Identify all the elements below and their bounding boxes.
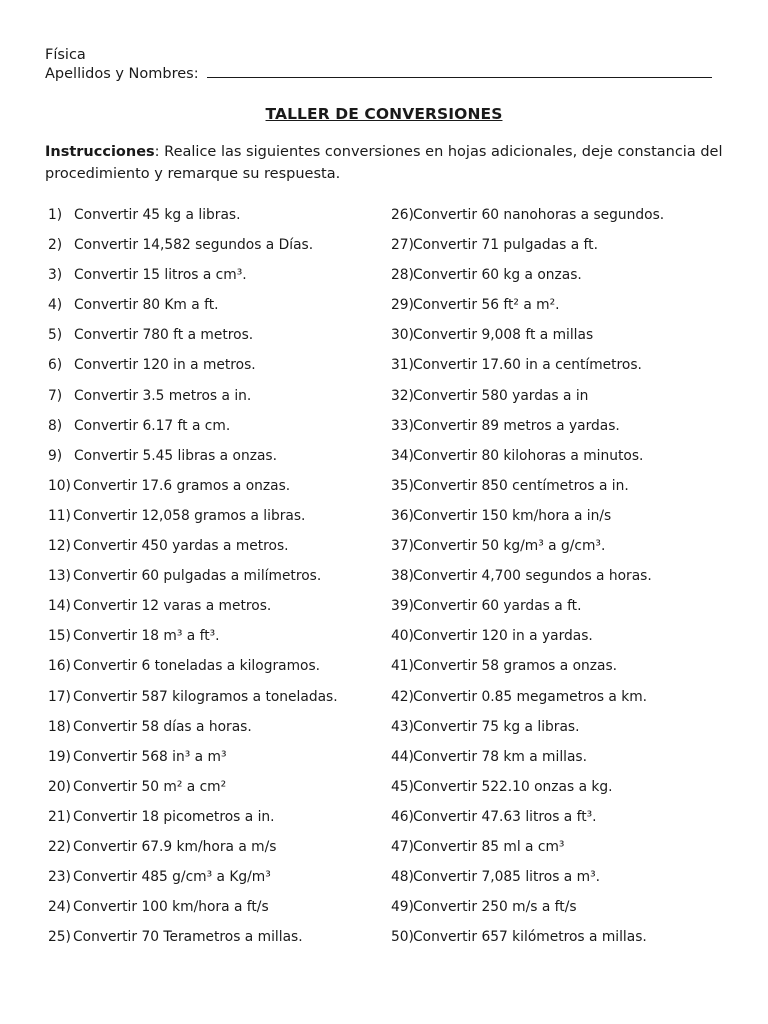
exercise-text: Convertir 80 kilohoras a minutos. bbox=[413, 447, 644, 464]
exercise-text: Convertir 17.6 gramos a onzas. bbox=[73, 477, 291, 494]
exercise-item bbox=[391, 564, 751, 594]
exercise-text: Convertir 58 días a horas. bbox=[73, 718, 252, 735]
exercise-item bbox=[48, 685, 378, 715]
page-title: TALLER DE CONVERSIONES bbox=[265, 105, 503, 123]
exercise-number: 25) bbox=[48, 929, 71, 946]
exercise-number: 49) bbox=[391, 899, 414, 916]
exercise-item bbox=[48, 444, 378, 474]
exercise-number: 27) bbox=[391, 237, 414, 254]
exercise-item bbox=[391, 414, 751, 444]
exercise-text: Convertir 58 gramos a onzas. bbox=[413, 658, 618, 675]
exercise-text: Convertir 18 m³ a ft³. bbox=[73, 628, 220, 645]
name-label: Apellidos y Nombres: bbox=[45, 66, 204, 82]
exercise-text: Convertir 12 varas a metros. bbox=[73, 598, 272, 615]
exercise-item bbox=[48, 384, 378, 414]
exercise-item bbox=[391, 685, 751, 715]
exercise-item bbox=[48, 745, 378, 775]
exercise-item bbox=[391, 293, 751, 323]
exercise-text: Convertir 50 kg/m³ a g/cm³. bbox=[413, 538, 606, 555]
exercise-item bbox=[391, 203, 751, 233]
exercise-item bbox=[48, 835, 378, 865]
exercise-item bbox=[391, 353, 751, 383]
exercise-text: Convertir 80 Km a ft. bbox=[74, 297, 219, 314]
exercise-text: Convertir 587 kilogramos a toneladas. bbox=[73, 688, 338, 705]
exercise-text: Convertir 71 pulgadas a ft. bbox=[413, 237, 598, 254]
exercise-number: 37) bbox=[391, 538, 414, 555]
exercise-number: 10) bbox=[48, 477, 71, 494]
exercise-item bbox=[48, 293, 378, 323]
exercise-text: Convertir 75 kg a libras. bbox=[413, 718, 580, 735]
exercise-number: 8) bbox=[48, 417, 63, 434]
exercise-item bbox=[391, 323, 751, 353]
exercise-text: Convertir 70 Terametros a millas. bbox=[73, 929, 303, 946]
exercise-text: Convertir 120 in a yardas. bbox=[413, 628, 593, 645]
exercise-list-left bbox=[48, 203, 378, 955]
exercise-number: 21) bbox=[48, 808, 71, 825]
exercise-number: 38) bbox=[391, 568, 414, 585]
exercise-text: Convertir 250 m/s a ft/s bbox=[413, 899, 577, 916]
exercise-item bbox=[391, 835, 751, 865]
exercise-item bbox=[391, 865, 751, 895]
exercise-number: 22) bbox=[48, 838, 71, 855]
exercise-text: Convertir 0.85 megametros a km. bbox=[413, 688, 648, 705]
exercise-number: 4) bbox=[48, 297, 63, 314]
exercise-text: Convertir 60 nanohoras a segundos. bbox=[413, 207, 665, 223]
exercise-item bbox=[391, 624, 751, 654]
exercise-number: 41) bbox=[391, 658, 414, 675]
exercise-number: 42) bbox=[391, 688, 414, 705]
exercise-item bbox=[48, 564, 378, 594]
exercise-item bbox=[48, 504, 378, 534]
exercise-number: 30) bbox=[391, 327, 414, 344]
exercise-item bbox=[48, 233, 378, 263]
exercise-number: 16) bbox=[48, 658, 71, 675]
exercise-number: 1) bbox=[48, 207, 63, 223]
exercise-text: Convertir 45 kg a libras. bbox=[74, 207, 241, 223]
exercise-number: 7) bbox=[48, 387, 63, 404]
exercise-text: Convertir 522.10 onzas a kg. bbox=[413, 778, 613, 795]
exercise-item bbox=[48, 474, 378, 504]
exercise-item bbox=[48, 805, 378, 835]
exercise-text: Convertir 5.45 libras a onzas. bbox=[74, 447, 277, 464]
exercise-number: 50) bbox=[391, 929, 414, 946]
exercise-item bbox=[48, 895, 378, 925]
exercise-text: Convertir 7,085 litros a m³. bbox=[413, 869, 600, 886]
exercise-text: Convertir 568 in³ a m³ bbox=[73, 748, 227, 765]
exercise-list-right bbox=[391, 203, 751, 955]
exercise-item bbox=[391, 233, 751, 263]
exercise-text: Convertir 3.5 metros a in. bbox=[74, 387, 252, 404]
exercise-item bbox=[391, 654, 751, 684]
exercise-item bbox=[48, 775, 378, 805]
exercise-item bbox=[391, 444, 751, 474]
exercise-number: 31) bbox=[391, 357, 414, 374]
exercise-number: 20) bbox=[48, 778, 71, 795]
exercise-item bbox=[391, 384, 751, 414]
exercise-text: Convertir 6.17 ft a cm. bbox=[74, 417, 231, 434]
exercise-item bbox=[391, 534, 751, 564]
exercise-item bbox=[48, 353, 378, 383]
exercise-number: 11) bbox=[48, 507, 71, 524]
exercise-item bbox=[391, 805, 751, 835]
exercise-number: 14) bbox=[48, 598, 71, 615]
instructions-paragraph bbox=[45, 141, 725, 185]
exercise-number: 19) bbox=[48, 748, 71, 765]
exercise-item bbox=[48, 594, 378, 624]
subject-label: Física bbox=[45, 47, 86, 63]
exercise-number: 17) bbox=[48, 688, 71, 705]
exercise-text: Convertir 100 km/hora a ft/s bbox=[73, 899, 269, 916]
exercise-number: 15) bbox=[48, 628, 71, 645]
exercise-text: Convertir 47.63 litros a ft³. bbox=[413, 808, 597, 825]
name-line bbox=[45, 65, 712, 83]
exercise-text: Convertir 9,008 ft a millas bbox=[413, 327, 594, 344]
exercise-number: 33) bbox=[391, 417, 414, 434]
exercise-item bbox=[391, 263, 751, 293]
exercise-text: Convertir 67.9 km/hora a m/s bbox=[73, 838, 277, 855]
exercise-item bbox=[48, 715, 378, 745]
exercise-item bbox=[391, 775, 751, 805]
exercise-text: Convertir 657 kilómetros a millas. bbox=[413, 929, 647, 946]
exercise-number: 43) bbox=[391, 718, 414, 735]
exercise-text: Convertir 17.60 in a centímetros. bbox=[413, 357, 642, 374]
exercise-number: 46) bbox=[391, 808, 414, 825]
exercise-item bbox=[48, 323, 378, 353]
exercise-text: Convertir 120 in a metros. bbox=[74, 357, 256, 374]
exercise-item bbox=[48, 654, 378, 684]
name-blank-line bbox=[207, 76, 712, 78]
exercise-text: Convertir 485 g/cm³ a Kg/m³ bbox=[73, 869, 271, 886]
exercise-item bbox=[48, 865, 378, 895]
exercise-number: 35) bbox=[391, 477, 414, 494]
exercise-item bbox=[391, 895, 751, 925]
exercise-text: Convertir 12,058 gramos a libras. bbox=[73, 507, 306, 524]
exercise-number: 26) bbox=[391, 207, 414, 223]
exercise-item bbox=[48, 203, 378, 233]
exercise-number: 34) bbox=[391, 447, 414, 464]
exercise-number: 24) bbox=[48, 899, 71, 916]
instructions-label: Instrucciones bbox=[45, 144, 155, 160]
exercise-text: Convertir 60 pulgadas a milímetros. bbox=[73, 568, 322, 585]
exercise-number: 48) bbox=[391, 869, 414, 886]
exercise-number: 47) bbox=[391, 838, 414, 855]
exercise-text: Convertir 60 kg a onzas. bbox=[413, 267, 582, 284]
instructions-text: : Realice las siguientes conversiones en hojas adicionales, deje constancia del procedimiento y remarque su respuesta. bbox=[45, 144, 723, 182]
exercise-item bbox=[48, 263, 378, 293]
exercise-item bbox=[391, 925, 751, 955]
exercise-text: Convertir 580 yardas a in bbox=[413, 387, 589, 404]
exercise-number: 6) bbox=[48, 357, 63, 374]
exercise-number: 29) bbox=[391, 297, 414, 314]
exercise-text: Convertir 89 metros a yardas. bbox=[413, 417, 620, 434]
exercise-number: 36) bbox=[391, 507, 414, 524]
exercise-number: 23) bbox=[48, 869, 71, 886]
exercise-text: Convertir 78 km a millas. bbox=[413, 748, 588, 765]
exercise-item bbox=[391, 594, 751, 624]
exercise-text: Convertir 50 m² a cm² bbox=[73, 778, 227, 795]
exercise-text: Convertir 18 picometros a in. bbox=[73, 808, 275, 825]
exercise-item bbox=[391, 504, 751, 534]
exercise-item bbox=[48, 925, 378, 955]
exercise-item bbox=[391, 745, 751, 775]
exercise-text: Convertir 56 ft² a m². bbox=[413, 297, 560, 314]
exercise-text: Convertir 780 ft a metros. bbox=[74, 327, 254, 344]
exercise-item bbox=[391, 474, 751, 504]
exercise-text: Convertir 850 centímetros a in. bbox=[413, 477, 629, 494]
exercise-text: Convertir 85 ml a cm³ bbox=[413, 838, 565, 855]
exercise-item bbox=[48, 534, 378, 564]
exercise-text: Convertir 450 yardas a metros. bbox=[73, 538, 289, 555]
exercise-number: 28) bbox=[391, 267, 414, 284]
exercise-number: 13) bbox=[48, 568, 71, 585]
exercise-number: 32) bbox=[391, 387, 414, 404]
exercise-number: 44) bbox=[391, 748, 414, 765]
exercise-number: 12) bbox=[48, 538, 71, 555]
exercise-text: Convertir 60 yardas a ft. bbox=[413, 598, 582, 615]
exercise-number: 39) bbox=[391, 598, 414, 615]
exercise-number: 5) bbox=[48, 327, 63, 344]
exercise-item bbox=[48, 624, 378, 654]
exercise-item bbox=[391, 715, 751, 745]
exercise-text: Convertir 150 km/hora a in/s bbox=[413, 507, 612, 524]
exercise-text: Convertir 6 toneladas a kilogramos. bbox=[73, 658, 321, 675]
exercise-text: Convertir 4,700 segundos a horas. bbox=[413, 568, 652, 585]
exercise-number: 9) bbox=[48, 447, 63, 464]
exercise-number: 45) bbox=[391, 778, 414, 795]
exercise-number: 2) bbox=[48, 237, 63, 254]
exercise-number: 3) bbox=[48, 267, 63, 284]
exercise-number: 40) bbox=[391, 628, 414, 645]
exercise-number: 18) bbox=[48, 718, 71, 735]
exercise-text: Convertir 15 litros a cm³. bbox=[74, 267, 247, 284]
exercise-item bbox=[48, 414, 378, 444]
exercise-text: Convertir 14,582 segundos a Días. bbox=[74, 237, 314, 254]
